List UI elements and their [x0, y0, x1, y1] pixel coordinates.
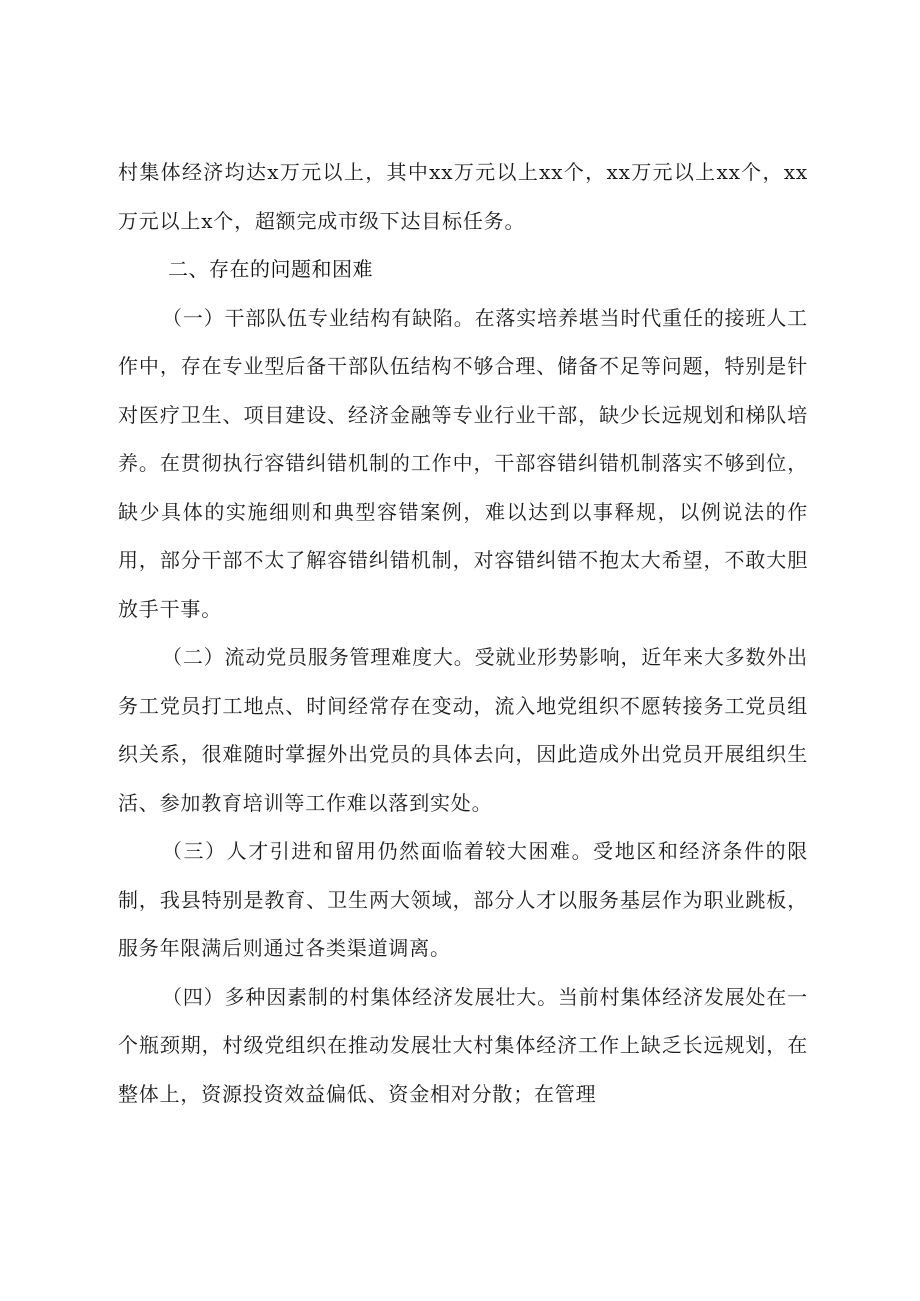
document-body — [118, 148, 808, 1118]
paragraph-talent-retention: （三）人才引进和留用仍然面临着较大困难。受地区和经济条件的限制，我县特别是教育、卫生两大领域，部分人才以服务基层作为职业跳板，服务年限满后则通过各类渠道调离。 — [118, 839, 808, 960]
paragraph-continuation: 村集体经济均达x万元以上，其中xx万元以上xx个，xx万元以上xx个，xx万元以上x个，超额完成市级下达目标任务。 — [118, 160, 808, 233]
section-heading: 二、存在的问题和困难 — [168, 257, 373, 281]
paragraph-village-economy: （四）多种因素制的村集体经济发展壮大。当前村集体经济发展处在一个瓶颈期，村级党组织在推动发展壮大村集体经济工作上缺乏长远规划，在整体上，资源投资效益偏低、资金相对分散；在管理 — [118, 984, 808, 1106]
paragraph-mobile-members: （二）流动党员服务管理难度大。受就业形势影响，近年来大多数外出务工党员打工地点、时间经常存在变动，流入地党组织不愿转接务工党员组织关系，很难随时掌握外出党员的具体去向，因此造成外出党员开展组织生活、参加教育培训等工作难以落到实处。 — [118, 645, 808, 815]
paragraph-cadre-structure: （一）干部队伍专业结构有缺陷。在落实培养堪当时代重任的接班人工作中，存在专业型后备干部队伍结构不够合理、储备不足等问题，特别是针对医疗卫生、项目建设、经济金融等专业行业干部，缺少长远规划和梯队培养。在贯彻执行容错纠错机制的工作中，干部容错纠错机制落实不够到位，缺少具体的实施细则和典型容错案例，难以达到以事释规，以例说法的作用，部分干部不太了解容错纠错机制，对容错纠错不抱太大希望，不敢大胆放手干事。 — [118, 305, 808, 621]
